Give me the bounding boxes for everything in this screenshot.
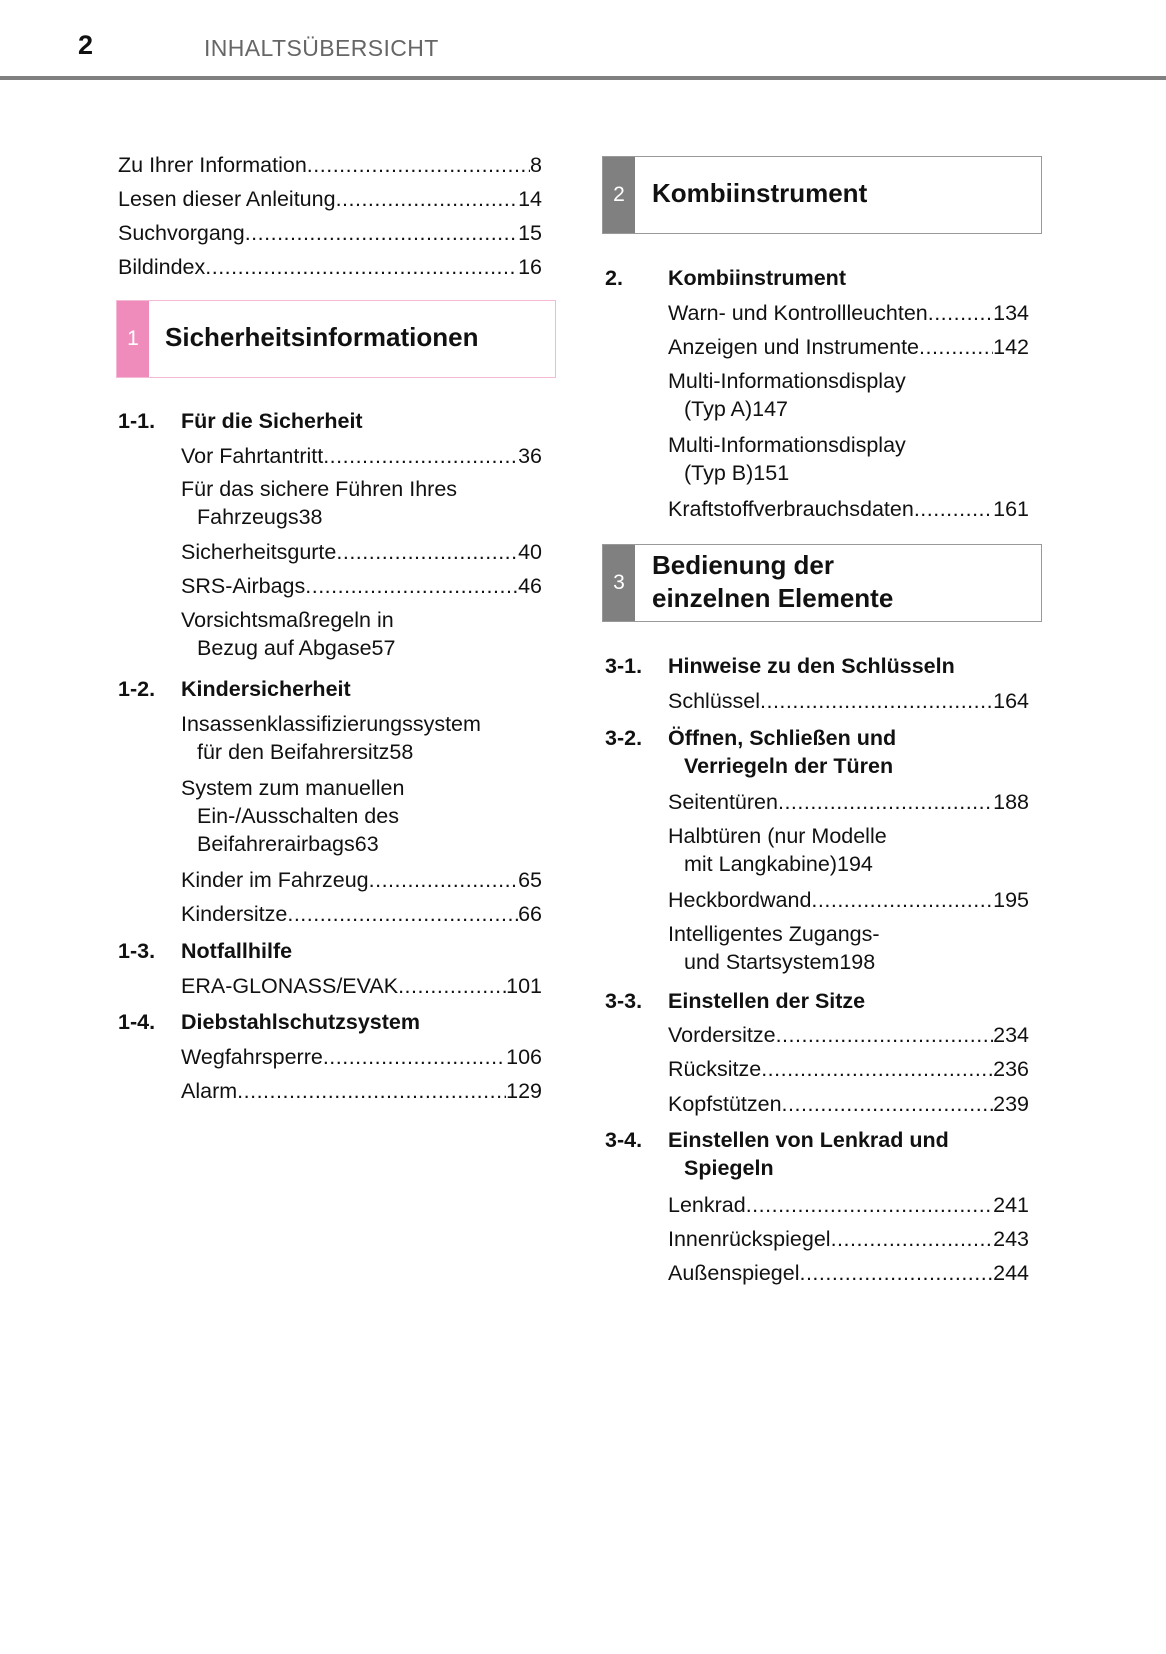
section-heading[interactable] bbox=[605, 1126, 949, 1182]
leader-dots bbox=[205, 253, 518, 281]
section-title: Für die Sicherheit bbox=[181, 409, 363, 433]
entry-page: 147 bbox=[752, 397, 788, 421]
toc-entry[interactable] bbox=[181, 606, 542, 662]
entry-page: 66 bbox=[518, 902, 542, 926]
entry-title: Rücksitze bbox=[668, 1057, 762, 1081]
entry-title: Anzeigen und Instrumente bbox=[668, 335, 919, 359]
toc-entry[interactable] bbox=[668, 299, 1029, 327]
leader-dots bbox=[776, 1021, 994, 1049]
leader-dots bbox=[336, 538, 518, 566]
leader-dots bbox=[237, 1077, 506, 1105]
header-rule bbox=[0, 76, 1166, 80]
entry-title: Vor Fahrtantritt bbox=[181, 444, 324, 468]
chapter-3-header[interactable] bbox=[602, 544, 1042, 622]
entry-page: 244 bbox=[993, 1261, 1029, 1285]
chapter-number-tab: 3 bbox=[603, 545, 635, 621]
entry-page: 188 bbox=[993, 790, 1029, 814]
entry-title: Multi-Informationsdisplay bbox=[668, 433, 906, 457]
section-title: Kindersicherheit bbox=[181, 677, 351, 701]
entry-title: Zu Ihrer Information bbox=[118, 153, 307, 177]
entry-title: Halbtüren (nur Modelle bbox=[668, 824, 887, 848]
entry-page: 8 bbox=[530, 153, 542, 177]
leader-dots bbox=[307, 151, 530, 179]
entry-title: Sicherheitsgurte bbox=[181, 540, 337, 564]
entry-page: 142 bbox=[993, 335, 1029, 359]
section-heading[interactable] bbox=[605, 987, 865, 1015]
entry-title-line2: (Typ A) bbox=[684, 397, 753, 421]
leader-dots bbox=[914, 495, 993, 523]
section-title: Einstellen der Sitze bbox=[668, 989, 866, 1013]
entry-title: Kraftstoffverbrauchsdaten bbox=[668, 497, 914, 521]
entry-page: 58 bbox=[389, 740, 414, 764]
entry-page: 65 bbox=[518, 868, 542, 892]
section-title: Notfallhilfe bbox=[181, 939, 293, 963]
leader-dots bbox=[761, 1055, 993, 1083]
section-number: 2. bbox=[605, 266, 623, 290]
entry-page: 14 bbox=[518, 187, 542, 211]
leader-dots bbox=[799, 1259, 993, 1287]
entry-title: Lenkrad bbox=[668, 1193, 746, 1217]
toc-entry[interactable] bbox=[181, 572, 542, 600]
leader-dots bbox=[782, 1090, 994, 1118]
section-number: 3-2. bbox=[605, 726, 643, 750]
entry-page: 36 bbox=[518, 444, 542, 468]
section-title: Kombiinstrument bbox=[668, 266, 846, 290]
entry-title: SRS-Airbags bbox=[181, 574, 306, 598]
entry-title-line2: für den Beifahrersitz bbox=[197, 740, 390, 764]
toc-entry[interactable] bbox=[668, 1259, 1029, 1287]
section-number: 3-1. bbox=[605, 654, 643, 678]
leader-dots bbox=[760, 687, 993, 715]
entry-title-line2: (Typ B) bbox=[684, 461, 754, 485]
toc-entry[interactable] bbox=[181, 1043, 542, 1071]
entry-title-line2: Fahrzeugs bbox=[197, 505, 299, 529]
toc-entry[interactable] bbox=[668, 1021, 1029, 1049]
section-title: Einstellen von Lenkrad und bbox=[668, 1128, 949, 1152]
entry-title: Kinder im Fahrzeug bbox=[181, 868, 369, 892]
toc-entry[interactable] bbox=[668, 788, 1029, 816]
toc-entry[interactable] bbox=[668, 1191, 1029, 1219]
entry-title: Schlüssel bbox=[668, 689, 761, 713]
chapter-number-tab: 2 bbox=[603, 157, 635, 233]
section-heading[interactable] bbox=[118, 937, 292, 965]
entry-page: 239 bbox=[993, 1092, 1029, 1116]
entry-title: Wegfahrsperre bbox=[181, 1045, 323, 1069]
entry-page: 40 bbox=[518, 540, 542, 564]
chapter-title: Kombiinstrument bbox=[652, 178, 868, 208]
leader-dots bbox=[323, 1043, 506, 1071]
toc-entry[interactable] bbox=[668, 886, 1029, 914]
entry-page: 63 bbox=[354, 832, 379, 856]
section-heading[interactable] bbox=[118, 1008, 420, 1036]
entry-page: 243 bbox=[993, 1227, 1029, 1251]
leader-dots bbox=[305, 572, 518, 600]
entry-page: 101 bbox=[506, 974, 542, 998]
entry-title: Insassenklassifizierungssystem bbox=[181, 712, 481, 736]
entry-page: 57 bbox=[371, 636, 396, 660]
entry-page: 164 bbox=[993, 689, 1029, 713]
chapter-title: Sicherheitsinformationen bbox=[165, 322, 479, 352]
leader-dots bbox=[336, 185, 519, 213]
page-number: 2 bbox=[78, 30, 94, 60]
toc-entry[interactable] bbox=[668, 822, 1029, 878]
entry-page: 151 bbox=[753, 461, 790, 485]
entry-title: Kopfstützen bbox=[668, 1092, 782, 1116]
entry-page: 38 bbox=[298, 505, 323, 529]
entry-title: Suchvorgang bbox=[118, 221, 245, 245]
section-heading[interactable] bbox=[605, 264, 846, 292]
section-number: 1-4. bbox=[118, 1010, 156, 1034]
chapter-2-header[interactable] bbox=[602, 156, 1042, 234]
section-heading[interactable] bbox=[605, 724, 896, 780]
entry-title-line2: Ein-/Ausschalten des bbox=[197, 804, 399, 828]
section-number: 1-2. bbox=[118, 677, 156, 701]
entry-title: Vorsichtsmaßregeln in bbox=[181, 608, 394, 632]
toc-entry[interactable] bbox=[668, 687, 1029, 715]
section-heading[interactable] bbox=[605, 652, 955, 680]
entry-title: Seitentüren bbox=[668, 790, 778, 814]
chapter-title: Bedienung der bbox=[652, 550, 835, 580]
leader-dots bbox=[811, 886, 993, 914]
running-title: INHALTSÜBERSICHT bbox=[204, 35, 439, 61]
toc-entry[interactable] bbox=[181, 710, 542, 766]
chapter-number-tab: 1 bbox=[117, 301, 149, 377]
leader-dots bbox=[287, 900, 518, 928]
toc-entry[interactable] bbox=[668, 1225, 1029, 1253]
chapter-1-header[interactable] bbox=[116, 300, 556, 378]
leader-dots bbox=[919, 333, 993, 361]
toc-entry[interactable] bbox=[181, 1077, 542, 1105]
leader-dots bbox=[831, 1225, 994, 1253]
entry-title: System zum manuellen bbox=[181, 776, 405, 800]
entry-title: ERA-GLONASS/EVAK bbox=[181, 974, 399, 998]
section-number: 3-4. bbox=[605, 1128, 643, 1152]
toc-entry[interactable] bbox=[181, 866, 542, 894]
entry-title: Heckbordwand bbox=[668, 888, 812, 912]
entry-page: 195 bbox=[993, 888, 1029, 912]
entry-page: 161 bbox=[993, 497, 1029, 521]
toc-entry[interactable] bbox=[181, 538, 542, 566]
toc-entry[interactable] bbox=[668, 333, 1029, 361]
entry-title: Vordersitze bbox=[668, 1023, 776, 1047]
entry-page: 129 bbox=[506, 1079, 542, 1103]
entry-title: Multi-Informationsdisplay bbox=[668, 369, 906, 393]
toc-entry[interactable] bbox=[181, 972, 542, 1000]
chapter-title-line2: einzelnen Elemente bbox=[652, 583, 894, 613]
leader-dots bbox=[398, 972, 506, 1000]
entry-page: 134 bbox=[993, 301, 1029, 325]
toc-entry[interactable] bbox=[181, 475, 542, 531]
section-title: Öffnen, Schließen und bbox=[668, 726, 897, 750]
leader-dots bbox=[245, 219, 518, 247]
entry-page: 236 bbox=[993, 1057, 1029, 1081]
entry-page: 16 bbox=[518, 255, 542, 279]
entry-page: 241 bbox=[993, 1193, 1029, 1217]
entry-title-line2: und Startsystem bbox=[684, 950, 840, 974]
toc-entry-intro[interactable] bbox=[118, 253, 542, 281]
entry-title: Lesen dieser Anleitung bbox=[118, 187, 336, 211]
toc-entry[interactable] bbox=[668, 495, 1029, 523]
entry-title-line3: Beifahrerairbags bbox=[197, 832, 355, 856]
toc-entry[interactable] bbox=[668, 920, 1029, 976]
section-number: 1-1. bbox=[118, 409, 156, 433]
entry-title-line2: Bezug auf Abgase bbox=[197, 636, 372, 660]
toc-entry-intro[interactable] bbox=[118, 185, 542, 213]
entry-title: Intelligentes Zugangs- bbox=[668, 922, 880, 946]
entry-page: 194 bbox=[836, 852, 873, 876]
entry-page: 15 bbox=[518, 221, 542, 245]
entry-page: 46 bbox=[518, 574, 542, 598]
section-title-line2: Spiegeln bbox=[684, 1156, 774, 1180]
leader-dots bbox=[778, 788, 993, 816]
entry-page: 234 bbox=[993, 1023, 1029, 1047]
entry-page: 198 bbox=[839, 950, 876, 974]
entry-title: Für das sichere Führen Ihres bbox=[181, 477, 458, 501]
toc-entry-intro[interactable] bbox=[118, 219, 542, 247]
toc-entry[interactable] bbox=[181, 774, 542, 858]
toc-entry[interactable] bbox=[181, 900, 542, 928]
leader-dots bbox=[323, 442, 518, 470]
section-number: 1-3. bbox=[118, 939, 156, 963]
entry-title: Kindersitze bbox=[181, 902, 288, 926]
toc-entry[interactable] bbox=[668, 367, 1029, 423]
entry-title: Alarm bbox=[181, 1079, 238, 1103]
section-title: Hinweise zu den Schlüsseln bbox=[668, 654, 955, 678]
entry-page: 106 bbox=[506, 1045, 542, 1069]
toc-entry[interactable] bbox=[668, 1090, 1029, 1118]
page-header bbox=[0, 0, 1166, 82]
leader-dots bbox=[746, 1191, 993, 1219]
toc-entry[interactable] bbox=[181, 442, 542, 470]
leader-dots bbox=[928, 299, 993, 327]
entry-title: Warn- und Kontrollleuchten bbox=[668, 301, 928, 325]
entry-title: Bildindex bbox=[118, 255, 206, 279]
section-heading[interactable] bbox=[118, 407, 363, 435]
entry-title: Innenrückspiegel bbox=[668, 1227, 831, 1251]
leader-dots bbox=[369, 866, 518, 894]
section-title-line2: Verriegeln der Türen bbox=[684, 754, 894, 778]
entry-title: Außenspiegel bbox=[668, 1261, 800, 1285]
entry-title-line2: mit Langkabine) bbox=[684, 852, 837, 876]
toc-entry[interactable] bbox=[668, 431, 1029, 487]
toc-entry[interactable] bbox=[668, 1055, 1029, 1083]
toc-entry-intro[interactable] bbox=[118, 151, 542, 179]
section-number: 3-3. bbox=[605, 989, 643, 1013]
section-title: Diebstahlschutzsystem bbox=[181, 1010, 420, 1034]
section-heading[interactable] bbox=[118, 675, 351, 703]
